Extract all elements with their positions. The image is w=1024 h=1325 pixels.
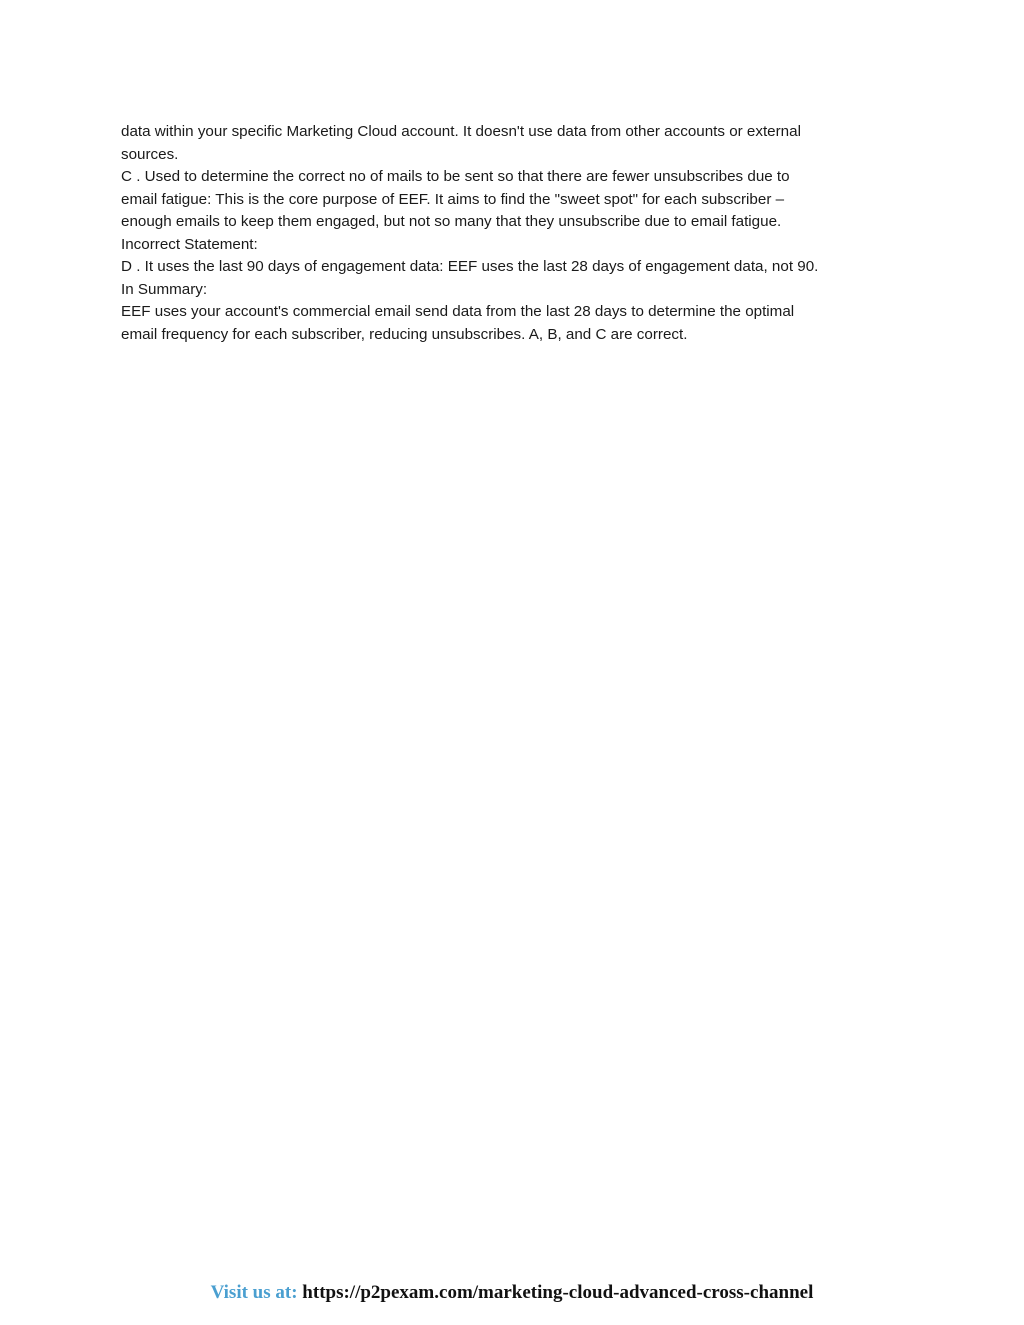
page-footer [0,1280,1024,1306]
text-line: D . It uses the last 90 days of engagement data: EEF uses the last 28 days of engagement data, not 90. [121,258,819,275]
section-heading-summary: In Summary: [121,280,208,298]
footer-visit-label: Visit us at: [210,1282,303,1303]
text-line: email frequency for each subscriber, reducing unsubscribes. A, B, and C are correct. [121,325,688,343]
text-line: EEF uses your account's commercial email send data from the last 28 days to determine the optimal [121,303,795,320]
text-line: sources. [121,145,179,163]
text-line: data within your specific Marketing Cloud account. It doesn't use data from other accounts or external [121,123,801,140]
section-heading-incorrect-statement: Incorrect Statement: [121,235,258,253]
footer-url-link[interactable]: https://p2pexam.com/marketing-cloud-advanced-cross-channel [302,1282,814,1303]
text-line: enough emails to keep them engaged, but not so many that they unsubscribe due to email fatigue. [121,213,782,230]
text-line: C . Used to determine the correct no of mails to be sent so that there are fewer unsubscribes due to [121,168,790,185]
answer-explanation [121,121,911,346]
text-line: email fatigue: This is the core purpose of EEF. It aims to find the "sweet spot" for each subscriber – [121,190,785,208]
